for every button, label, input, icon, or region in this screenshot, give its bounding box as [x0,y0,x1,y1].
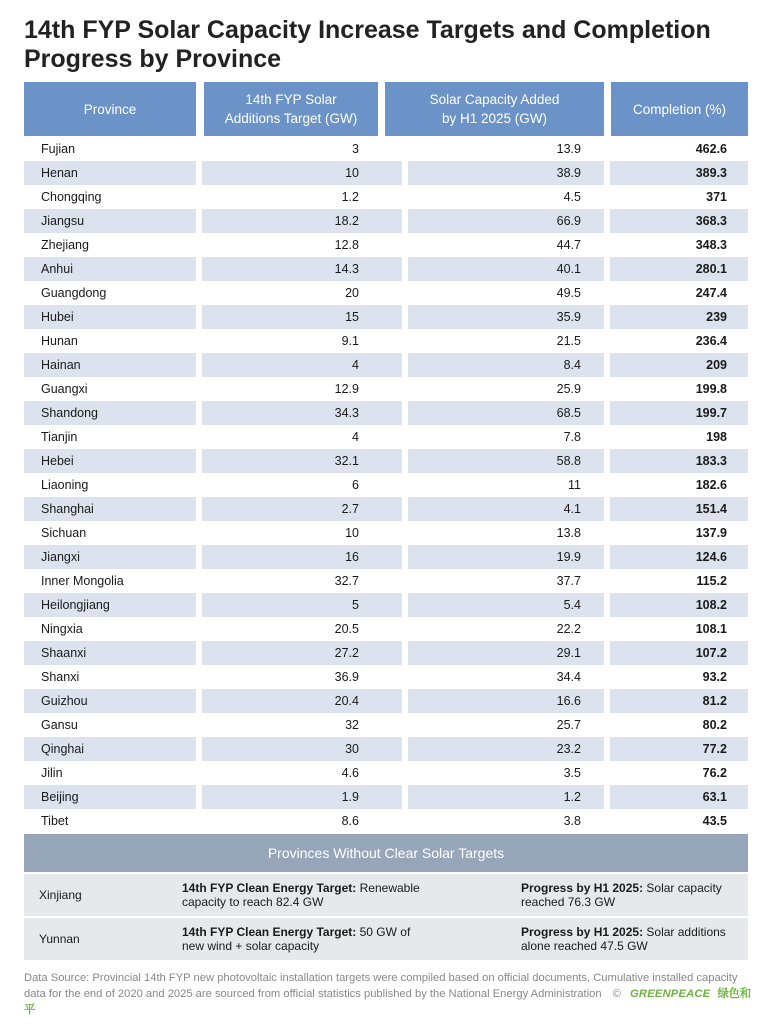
header-target-line1: 14th FYP Solar [245,92,337,107]
table-row [24,377,748,401]
province-cell: Liaoning [41,478,89,492]
target-cell: 6 [352,478,359,492]
column-divider [196,545,202,569]
no-target-province: Yunnan [39,932,80,946]
column-divider [604,305,610,329]
column-divider [402,593,408,617]
target-cell: 36.9 [334,670,359,684]
completion-cell: 93.2 [702,670,727,684]
added-cell: 21.5 [556,334,581,348]
table-row [24,497,748,521]
completion-cell: 280.1 [695,262,727,276]
target-label: 14th FYP Clean Energy Target: [182,881,357,895]
target-cell: 14.3 [334,262,359,276]
added-cell: 16.6 [556,694,581,708]
column-divider [604,257,610,281]
table-row [24,737,748,761]
progress-label: Progress by H1 2025: [521,925,644,939]
target-cell: 5 [352,598,359,612]
table-row [24,401,748,425]
added-cell: 68.5 [556,406,581,420]
target-cell: 8.6 [341,814,359,828]
table-row [24,209,748,233]
column-divider [604,737,610,761]
column-divider [604,545,610,569]
added-cell: 13.9 [556,142,581,156]
table-row [24,449,748,473]
target-cell: 34.3 [334,406,359,420]
added-cell: 3.8 [563,814,581,828]
added-cell: 34.4 [556,670,581,684]
header-target [204,82,378,136]
province-cell: Shandong [41,406,99,420]
completion-cell: 199.7 [695,406,727,420]
province-cell: Guizhou [41,694,88,708]
table-body [24,137,748,833]
completion-cell: 76.2 [702,766,727,780]
header-province-label: Province [83,101,137,117]
column-divider [402,689,408,713]
province-cell: Hubei [41,310,74,324]
target-cell: 20 [345,286,359,300]
progress-text: Solar additions alone reached 47.5 GW [521,925,726,953]
province-cell: Jiangxi [41,550,80,564]
completion-cell: 368.3 [695,214,727,228]
table-row [24,425,748,449]
added-cell: 4.5 [563,190,581,204]
table-row [24,761,748,785]
completion-cell: 236.4 [695,334,727,348]
completion-cell: 199.8 [695,382,727,396]
completion-cell: 124.6 [695,550,727,564]
province-cell: Hunan [41,334,78,348]
target-cell: 4.6 [341,766,359,780]
target-cell: 20.5 [334,622,359,636]
added-cell: 3.5 [563,766,581,780]
target-cell: 18.2 [334,214,359,228]
table-row [24,809,748,833]
column-divider [196,449,202,473]
province-cell: Gansu [41,718,78,732]
completion-cell: 389.3 [695,166,727,180]
table-row [24,161,748,185]
table-row [24,329,748,353]
added-cell: 25.9 [556,382,581,396]
target-cell: 10 [345,166,359,180]
column-divider [196,785,202,809]
table-row [24,617,748,641]
target-cell: 32 [345,718,359,732]
completion-cell: 137.9 [695,526,727,540]
target-cell: 20.4 [334,694,359,708]
column-divider [402,209,408,233]
completion-cell: 115.2 [696,574,727,588]
header-added-line2: by H1 2025 (GW) [441,111,548,126]
province-cell: Chongqing [41,190,102,204]
column-divider [402,737,408,761]
completion-cell: 209 [706,358,727,372]
added-cell: 23.2 [556,742,581,756]
table-row [24,665,748,689]
page-title: 14th FYP Solar Capacity Increase Targets and Completion Progress by Province [24,16,711,73]
added-cell: 29.1 [556,646,581,660]
target-cell: 32.1 [334,454,359,468]
column-divider [604,497,610,521]
no-target-progress [521,881,741,909]
completion-cell: 108.2 [695,598,727,612]
header-province [24,82,196,136]
completion-cell: 63.1 [702,790,727,804]
province-cell: Shanxi [41,670,80,684]
table-row [24,521,748,545]
province-cell: Guangxi [41,382,88,396]
province-cell: Shaanxi [41,646,87,660]
province-cell: Fujian [41,142,76,156]
column-divider [402,449,408,473]
target-cell: 1.9 [341,790,359,804]
column-divider [604,449,610,473]
target-cell: 27.2 [334,646,359,660]
greenpeace-logo: GREENPEACE [630,988,711,1000]
column-divider [604,353,610,377]
added-cell: 22.2 [556,622,581,636]
target-cell: 12.9 [334,382,359,396]
column-divider [402,161,408,185]
added-cell: 37.7 [556,574,581,588]
added-cell: 35.9 [556,310,581,324]
header-completion-label: Completion (%) [632,101,727,117]
no-target-heading: Provinces Without Clear Solar Targets [24,834,748,872]
data-source-note: Data Source: Provincial 14th FYP new photovoltaic installation targets were compiled based on official documents, Cumulative installed capacity data for the end of 2020 and 2025 are sourced from official statistics published by the National Energy Administration [24,972,738,1000]
completion-cell: 80.2 [702,718,727,732]
completion-cell: 43.5 [702,814,727,828]
table-row [24,785,748,809]
completion-cell: 183.3 [695,454,727,468]
column-divider [402,545,408,569]
province-cell: Anhui [41,262,73,276]
table-row [24,593,748,617]
no-target-target [182,881,422,909]
province-cell: Inner Mongolia [41,574,124,588]
completion-cell: 182.6 [695,478,727,492]
column-divider [402,497,408,521]
column-divider [196,209,202,233]
added-cell: 44.7 [556,238,581,252]
added-cell: 49.5 [556,286,581,300]
column-divider [604,689,610,713]
added-cell: 8.4 [563,358,581,372]
added-cell: 1.2 [563,790,581,804]
no-target-province: Xinjiang [39,888,82,902]
column-divider [196,737,202,761]
target-cell: 32.7 [334,574,359,588]
column-divider [196,257,202,281]
completion-cell: 239 [706,310,727,324]
target-cell: 1.2 [341,190,359,204]
table-row [24,689,748,713]
target-text: Renewable capacity to reach 82.4 GW [182,881,420,909]
table-row [24,353,748,377]
progress-text: Solar capacity reached 76.3 GW [521,881,722,909]
column-divider [604,593,610,617]
province-cell: Jilin [41,766,63,780]
header-target-line2: Additions Target (GW) [224,111,358,126]
added-cell: 40.1 [556,262,581,276]
completion-cell: 462.6 [695,142,727,156]
province-cell: Sichuan [41,526,87,540]
column-divider [196,641,202,665]
added-cell: 38.9 [556,166,581,180]
target-cell: 15 [345,310,359,324]
column-divider [402,353,408,377]
column-divider [402,641,408,665]
table-row [24,233,748,257]
table-row [24,305,748,329]
target-cell: 16 [345,550,359,564]
column-divider [604,401,610,425]
added-cell: 4.1 [563,502,581,516]
table-row [24,185,748,209]
column-divider [196,401,202,425]
column-divider [402,257,408,281]
table-row [24,473,748,497]
column-divider [402,305,408,329]
added-cell: 7.8 [563,430,581,444]
completion-cell: 198 [706,430,727,444]
column-divider [604,785,610,809]
target-cell: 9.1 [341,334,359,348]
province-cell: Hainan [41,358,81,372]
target-cell: 10 [345,526,359,540]
completion-cell: 107.2 [695,646,727,660]
column-divider [604,161,610,185]
greenpeace-logo-cn: 绿色和平 [24,988,752,1016]
added-cell: 11 [568,478,581,492]
column-divider [196,593,202,617]
target-cell: 3 [352,142,359,156]
target-cell: 4 [352,358,359,372]
no-target-row [24,874,748,916]
completion-cell: 81.2 [702,694,727,708]
province-cell: Tibet [41,814,69,828]
column-divider [402,785,408,809]
completion-cell: 247.4 [695,286,727,300]
province-cell: Heilongjiang [41,598,110,612]
province-cell: Beijing [41,790,79,804]
province-cell: Tianjin [41,430,78,444]
province-cell: Qinghai [41,742,85,756]
column-divider [604,641,610,665]
target-cell: 12.8 [334,238,359,252]
added-cell: 19.9 [556,550,581,564]
table-row [24,713,748,737]
target-cell: 30 [345,742,359,756]
target-cell: 4 [352,430,359,444]
header-added [385,82,604,136]
footer [24,970,754,1018]
completion-cell: 348.3 [695,238,727,252]
province-cell: Ningxia [41,622,83,636]
completion-cell: 151.4 [695,502,727,516]
province-cell: Shanghai [41,502,94,516]
column-divider [196,689,202,713]
target-text: 50 GW of new wind + solar capacity [182,925,411,953]
table-row [24,545,748,569]
table-row [24,137,748,161]
table-row [24,641,748,665]
column-divider [196,305,202,329]
column-divider [196,353,202,377]
no-target-row [24,918,748,960]
province-cell: Jiangsu [41,214,85,228]
progress-label: Progress by H1 2025: [521,881,644,895]
completion-cell: 108.1 [695,622,727,636]
column-divider [196,161,202,185]
added-cell: 13.8 [556,526,581,540]
table-row [24,569,748,593]
added-cell: 5.4 [563,598,581,612]
completion-cell: 371 [706,190,727,204]
header-added-line1: Solar Capacity Added [429,92,560,107]
no-target-target [182,925,422,953]
added-cell: 66.9 [556,214,581,228]
column-divider [604,209,610,233]
province-cell: Guangdong [41,286,107,300]
copyright-symbol: © [612,988,621,1000]
added-cell: 58.8 [556,454,581,468]
province-cell: Henan [41,166,78,180]
no-target-progress [521,925,741,953]
column-divider [196,497,202,521]
table-row [24,257,748,281]
header-completion [611,82,748,136]
target-label: 14th FYP Clean Energy Target: [182,925,357,939]
completion-cell: 77.2 [702,742,727,756]
target-cell: 2.7 [341,502,359,516]
table-row [24,281,748,305]
column-divider [402,401,408,425]
province-cell: Zhejiang [41,238,89,252]
added-cell: 25.7 [556,718,581,732]
province-cell: Hebei [41,454,74,468]
